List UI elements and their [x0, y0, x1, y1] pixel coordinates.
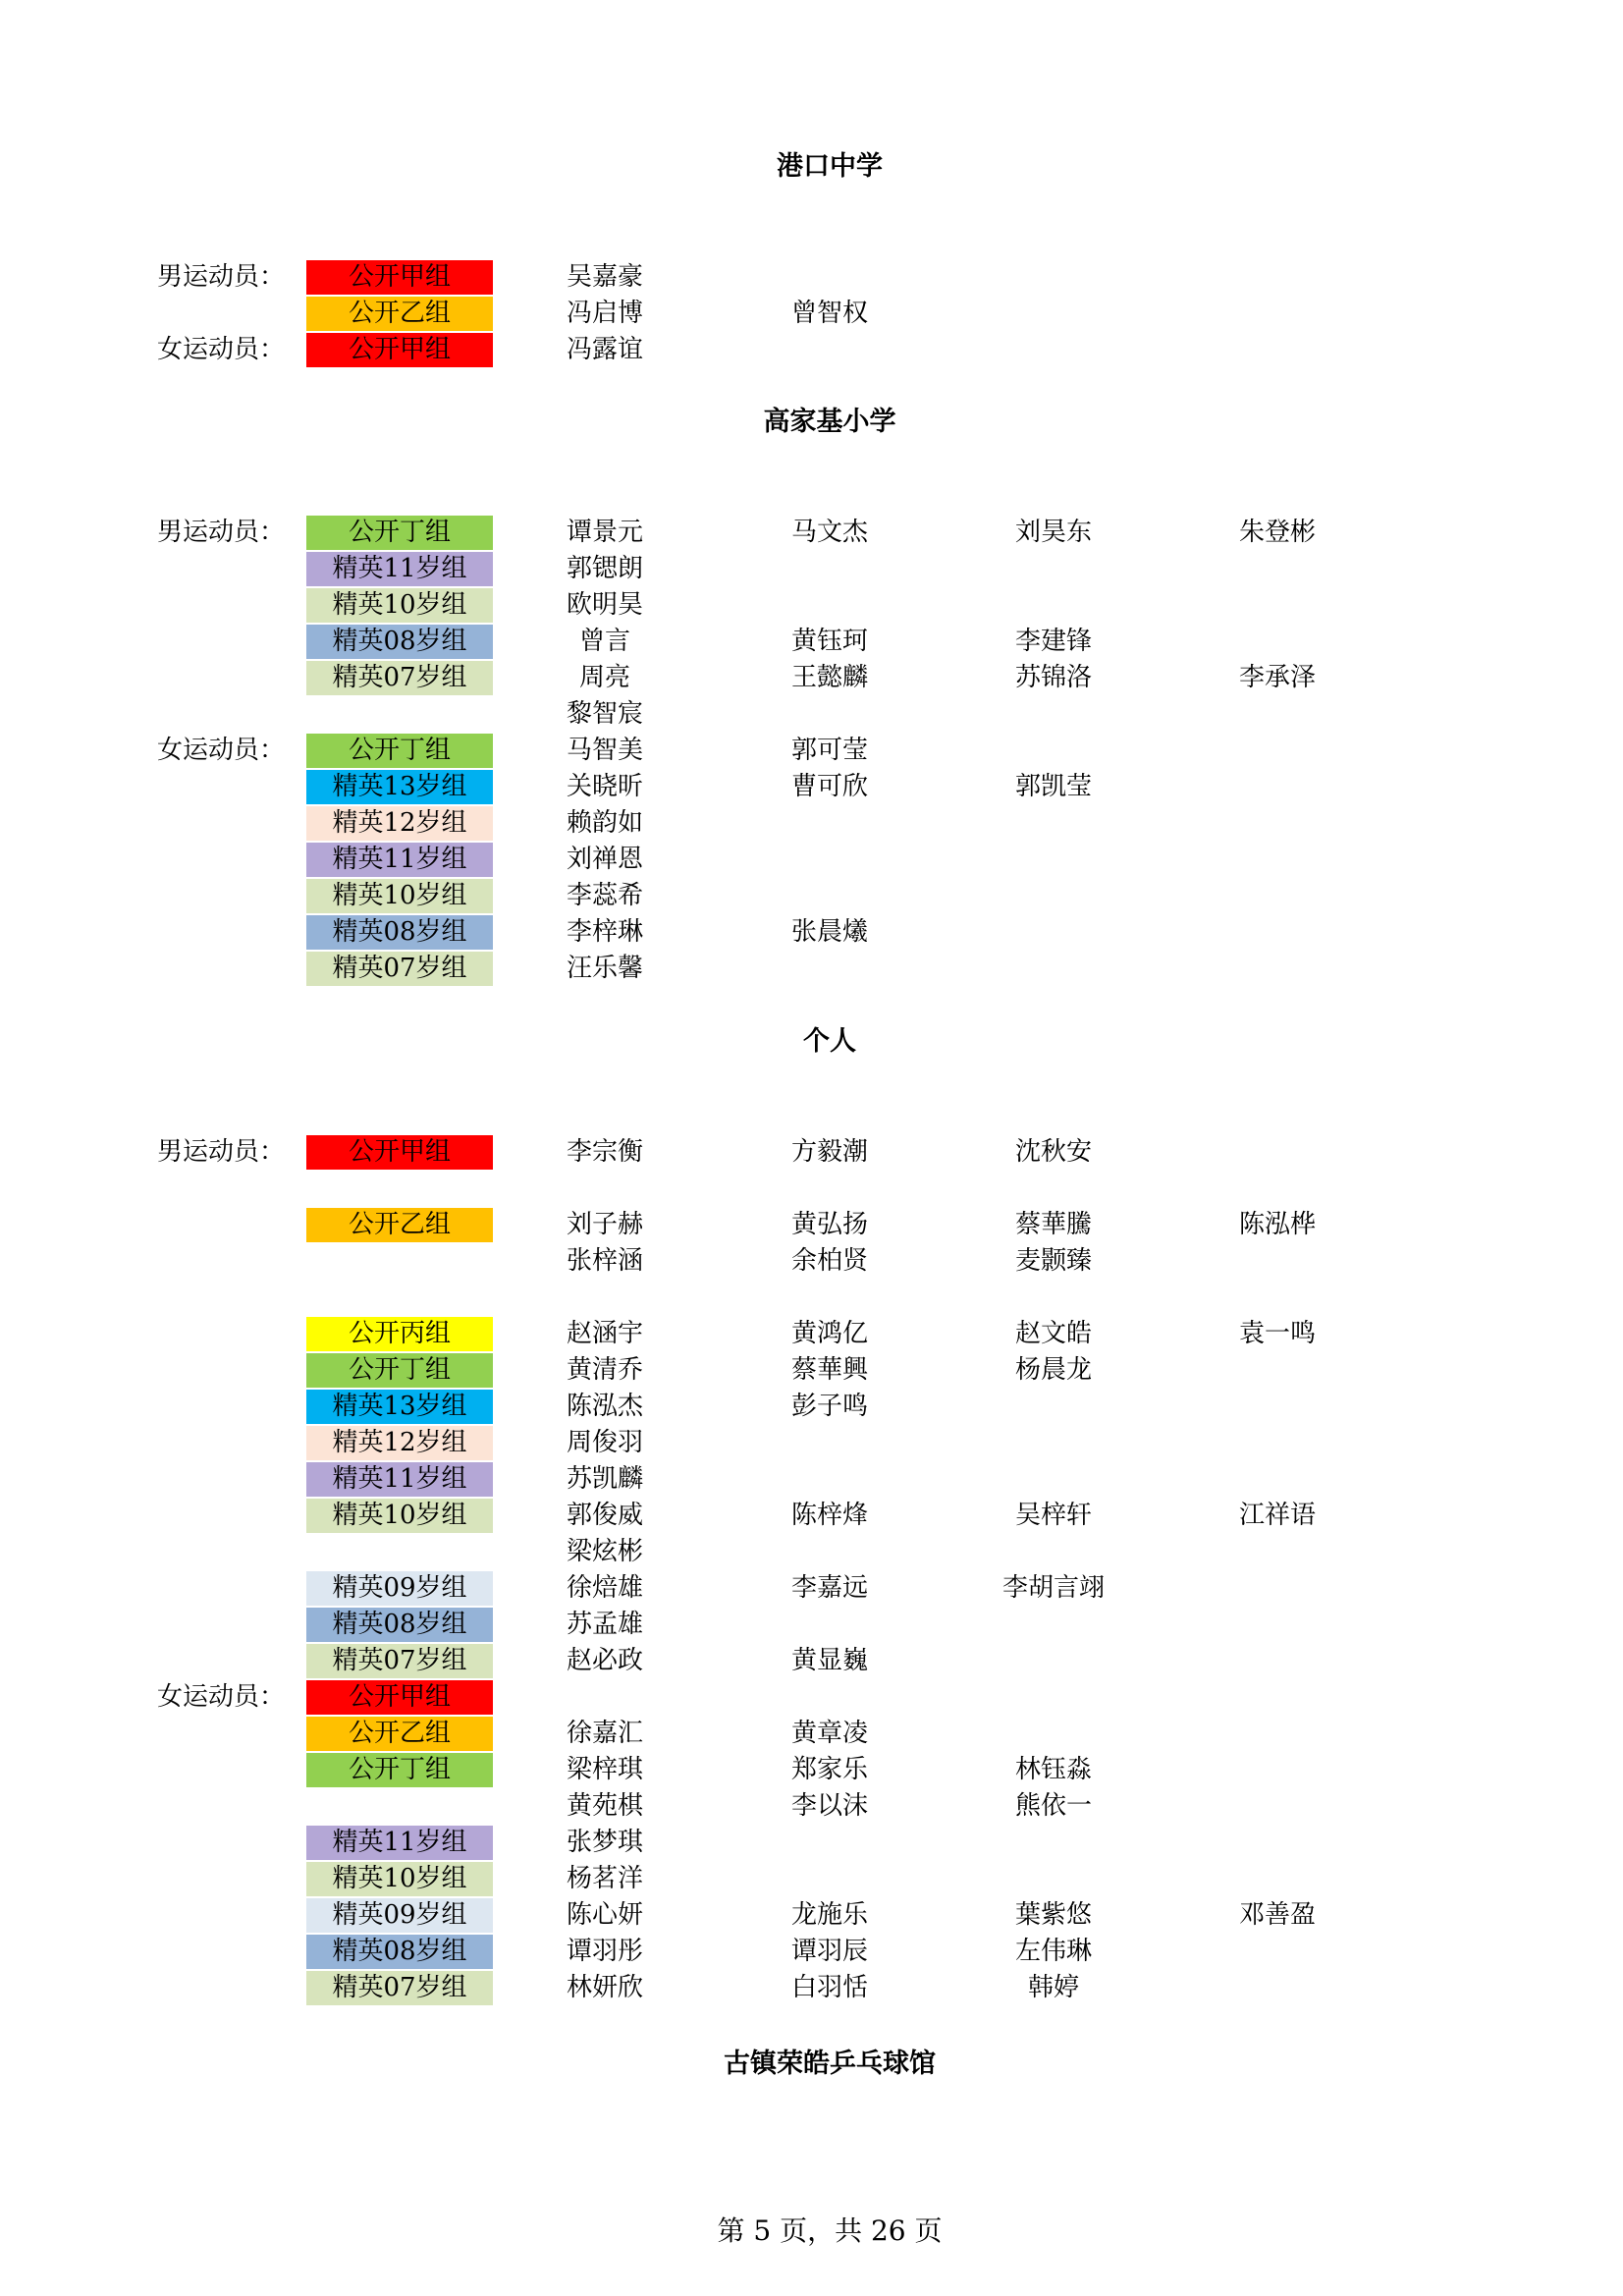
athlete-name: 熊依一 — [1014, 1791, 1092, 1821]
gender-label: 男运动员： — [157, 518, 286, 547]
group-badge: 精英10岁组 — [306, 588, 493, 623]
athlete-name: 陈泓杰 — [566, 1392, 643, 1421]
athlete-name: 李胡言翊 — [1001, 1573, 1105, 1603]
athlete-name: 徐焙雄 — [566, 1573, 643, 1603]
athlete-name: 黄清乔 — [566, 1355, 643, 1385]
athlete-name: 余柏贤 — [790, 1246, 868, 1276]
roster-row — [0, 296, 1623, 332]
athlete-name: 王懿麟 — [790, 663, 868, 692]
roster-row — [0, 1316, 1623, 1352]
group-badge: 精英08岁组 — [306, 915, 493, 950]
roster-row — [0, 805, 1623, 842]
roster-row — [0, 624, 1623, 660]
roster-row — [0, 842, 1623, 878]
athlete-name: 黄章凌 — [790, 1719, 868, 1748]
athlete-name: 蔡華騰 — [1014, 1210, 1092, 1239]
athlete-name: 冯露谊 — [566, 335, 643, 364]
athlete-name: 周亮 — [578, 663, 630, 692]
group-badge: 精英12岁组 — [306, 806, 493, 841]
athlete-name: 徐嘉汇 — [566, 1719, 643, 1748]
athlete-name: 杨晨龙 — [1014, 1355, 1092, 1385]
group-badge: 精英13岁组 — [306, 770, 493, 804]
athlete-name: 郭可莹 — [790, 736, 868, 765]
roster-row — [0, 1752, 1623, 1788]
roster-row — [0, 1825, 1623, 1861]
athlete-name: 梁梓琪 — [566, 1755, 643, 1784]
athlete-name: 李承泽 — [1238, 663, 1316, 692]
athlete-name: 张梓涵 — [566, 1246, 643, 1276]
group-badge: 精英07岁组 — [306, 1644, 493, 1678]
athlete-name: 沈秋安 — [1014, 1137, 1092, 1167]
athlete-name: 赵涵宇 — [566, 1319, 643, 1348]
roster-row — [0, 733, 1623, 769]
athlete-name: 陈心妍 — [566, 1900, 643, 1930]
athlete-name: 谭羽辰 — [790, 1937, 868, 1966]
athlete-name: 杨茗洋 — [566, 1864, 643, 1893]
roster-row — [0, 1897, 1623, 1934]
athlete-name: 袁一鸣 — [1238, 1319, 1316, 1348]
athlete-name: 朱登彬 — [1238, 518, 1316, 547]
gender-label: 女运动员： — [157, 1682, 286, 1712]
athlete-name: 李梓琳 — [566, 917, 643, 947]
athlete-name: 刘子赫 — [566, 1210, 643, 1239]
athlete-name: 曾言 — [578, 627, 630, 656]
roster-row — [0, 332, 1623, 368]
group-badge: 公开乙组 — [306, 1208, 493, 1242]
athlete-name: 黄弘扬 — [790, 1210, 868, 1239]
athlete-name: 陈梓烽 — [790, 1501, 868, 1530]
roster-row — [0, 1243, 1623, 1280]
roster-row — [0, 551, 1623, 587]
gender-label: 男运动员： — [157, 262, 286, 292]
athlete-name: 李宗衡 — [566, 1137, 643, 1167]
group-badge: 精英07岁组 — [306, 952, 493, 986]
athlete-name: 苏凯麟 — [566, 1464, 643, 1494]
section-title: 个人 — [803, 1026, 856, 1057]
athlete-name: 林钰淼 — [1014, 1755, 1092, 1784]
athlete-name: 曹可欣 — [790, 772, 868, 801]
athlete-name: 马文杰 — [790, 518, 868, 547]
athlete-name: 冯启博 — [566, 299, 643, 328]
roster-row — [0, 1352, 1623, 1389]
group-badge: 精英10岁组 — [306, 1499, 493, 1533]
athlete-name: 欧明昊 — [566, 590, 643, 620]
gender-label: 女运动员： — [157, 736, 286, 765]
gender-label: 女运动员： — [157, 335, 286, 364]
roster-row — [0, 259, 1623, 296]
athlete-name: 左伟琳 — [1014, 1937, 1092, 1966]
roster-row — [0, 696, 1623, 733]
athlete-name: 苏锦洛 — [1014, 663, 1092, 692]
athlete-name: 龙施乐 — [790, 1900, 868, 1930]
athlete-name: 白羽恬 — [790, 1973, 868, 2002]
athlete-name: 江祥语 — [1238, 1501, 1316, 1530]
athlete-name: 赵必政 — [566, 1646, 643, 1675]
group-badge: 精英12岁组 — [306, 1426, 493, 1460]
athlete-name: 吴嘉豪 — [566, 262, 643, 292]
athlete-name: 蔡華興 — [790, 1355, 868, 1385]
athlete-name: 邓善盈 — [1238, 1900, 1316, 1930]
section-title: 高家基小学 — [763, 407, 896, 437]
group-badge: 公开乙组 — [306, 297, 493, 331]
athlete-name: 麦颢臻 — [1014, 1246, 1092, 1276]
group-badge: 公开丁组 — [306, 1753, 493, 1787]
athlete-name: 赖韵如 — [566, 808, 643, 838]
group-badge: 公开甲组 — [306, 1680, 493, 1715]
athlete-name: 林妍欣 — [566, 1973, 643, 2002]
group-badge: 公开甲组 — [306, 333, 493, 367]
athlete-name: 李嘉远 — [790, 1573, 868, 1603]
roster-row — [0, 1534, 1623, 1570]
group-badge: 精英11岁组 — [306, 843, 493, 877]
roster-row — [0, 515, 1623, 551]
athlete-name: 吴梓轩 — [1014, 1501, 1092, 1530]
group-badge: 精英09岁组 — [306, 1898, 493, 1933]
athlete-name: 谭景元 — [566, 518, 643, 547]
roster-row — [0, 1207, 1623, 1243]
athlete-name: 陈泓桦 — [1238, 1210, 1316, 1239]
roster-row — [0, 587, 1623, 624]
group-badge: 精英08岁组 — [306, 1608, 493, 1642]
roster-row — [0, 1498, 1623, 1534]
athlete-name: 黄显巍 — [790, 1646, 868, 1675]
group-badge: 精英07岁组 — [306, 1971, 493, 2005]
athlete-name: 葉紫悠 — [1014, 1900, 1092, 1930]
roster-row — [0, 1934, 1623, 1970]
athlete-name: 郭凯莹 — [1014, 772, 1092, 801]
roster-row — [0, 1461, 1623, 1498]
athlete-name: 彭子鸣 — [790, 1392, 868, 1421]
page-footer: 第 5 页，共 26 页 — [717, 2214, 943, 2247]
athlete-name: 赵文皓 — [1014, 1319, 1092, 1348]
roster-row — [0, 660, 1623, 696]
athlete-name: 郭锶朗 — [566, 554, 643, 583]
athlete-name: 黎智宸 — [566, 699, 643, 729]
athlete-name: 郭俊威 — [566, 1501, 643, 1530]
roster-row — [0, 1389, 1623, 1425]
athlete-name: 刘禅恩 — [566, 845, 643, 874]
roster-row — [0, 1861, 1623, 1897]
athlete-name: 黄鸿亿 — [790, 1319, 868, 1348]
athlete-name: 李建锋 — [1014, 627, 1092, 656]
roster-row — [0, 951, 1623, 987]
group-badge: 精英11岁组 — [306, 1462, 493, 1497]
gender-label: 男运动员： — [157, 1137, 286, 1167]
group-badge: 精英09岁组 — [306, 1571, 493, 1606]
athlete-name: 汪乐馨 — [566, 954, 643, 983]
group-badge: 公开甲组 — [306, 260, 493, 295]
group-badge: 公开丁组 — [306, 1353, 493, 1388]
athlete-name: 黄苑棋 — [566, 1791, 643, 1821]
athlete-name: 张梦琪 — [566, 1828, 643, 1857]
athlete-name: 谭羽彤 — [566, 1937, 643, 1966]
group-badge: 精英13岁组 — [306, 1390, 493, 1424]
group-badge: 公开甲组 — [306, 1135, 493, 1170]
roster-row — [0, 1643, 1623, 1679]
roster-row — [0, 1716, 1623, 1752]
athlete-name: 关晓昕 — [566, 772, 643, 801]
group-badge: 精英08岁组 — [306, 625, 493, 659]
group-badge: 精英11岁组 — [306, 1826, 493, 1860]
athlete-name: 方毅潮 — [790, 1137, 868, 1167]
roster-row — [0, 1570, 1623, 1607]
group-badge: 精英10岁组 — [306, 1862, 493, 1896]
group-badge: 公开丙组 — [306, 1317, 493, 1351]
group-badge: 公开丁组 — [306, 734, 493, 768]
roster-row — [0, 1788, 1623, 1825]
athlete-name: 韩婷 — [1027, 1973, 1079, 2002]
athlete-name: 李蕊希 — [566, 881, 643, 910]
athlete-name: 梁炫彬 — [566, 1537, 643, 1566]
roster-row — [0, 1607, 1623, 1643]
roster-row — [0, 878, 1623, 914]
group-badge: 精英10岁组 — [306, 879, 493, 913]
athlete-name: 刘昊东 — [1014, 518, 1092, 547]
roster-row — [0, 914, 1623, 951]
athlete-name: 张晨爔 — [790, 917, 868, 947]
roster-row — [0, 1970, 1623, 2006]
roster-row — [0, 1679, 1623, 1716]
athlete-name: 苏孟雄 — [566, 1610, 643, 1639]
group-badge: 公开乙组 — [306, 1717, 493, 1751]
athlete-name: 黄钰珂 — [790, 627, 868, 656]
athlete-name: 李以沫 — [790, 1791, 868, 1821]
athlete-name: 周俊羽 — [566, 1428, 643, 1457]
athlete-name: 马智美 — [566, 736, 643, 765]
group-badge: 精英08岁组 — [306, 1935, 493, 1969]
roster-row — [0, 1425, 1623, 1461]
roster-row — [0, 1134, 1623, 1171]
section-title: 古镇荣皓乒乓球馆 — [724, 2049, 936, 2079]
group-badge: 精英07岁组 — [306, 661, 493, 695]
athlete-name: 郑家乐 — [790, 1755, 868, 1784]
roster-row — [0, 769, 1623, 805]
group-badge: 公开丁组 — [306, 516, 493, 550]
section-title: 港口中学 — [777, 151, 883, 182]
athlete-name: 曾智权 — [790, 299, 868, 328]
group-badge: 精英11岁组 — [306, 552, 493, 586]
